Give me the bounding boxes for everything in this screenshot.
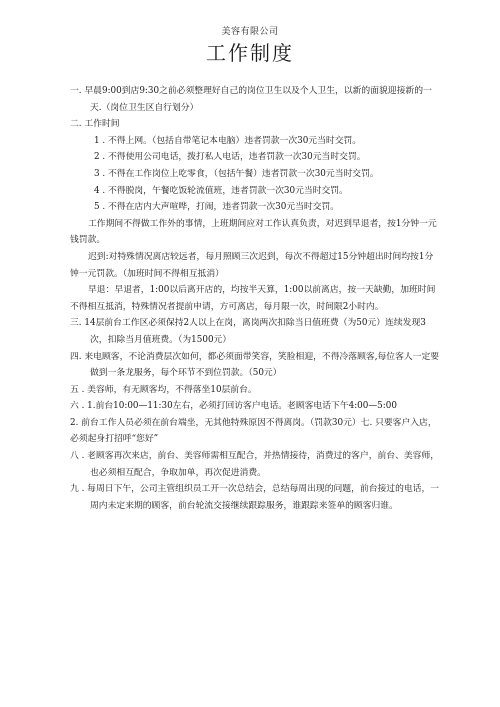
section-6-line-2: 2. 前台工作人员必须在前台端坐，无其他特殊原因不得离岗。（罚款30元）七. 只要客户入店，必须起身打招呼“您好”: [70, 417, 437, 445]
late-arrival-paragraph: 迟到:对特殊情况离店较远者，每月照顾三次迟到，每次不得超过15分钟超出时间均按1分钟一元罚款。（加班时间不得相互抵消）: [70, 251, 434, 279]
rule-4: 4 . 不得脱岗，午餐吃饭轮流值班，违者罚款一次30元当时交罚。: [94, 185, 348, 196]
document-body: [70, 83, 442, 514]
rule-1: 1 . 不得上网。（包括自带笔记本电脑）违者罚款一次30元当时交罚。: [94, 135, 362, 146]
rule-3: 3 . 不得在工作岗位上吃零食，（包括午餐）违者罚款一次30元当时交罚。: [94, 168, 379, 179]
section-3: 三. 14层前台工作区必须保持2人以上在岗，离岗两次扣除当日值班费（为50元）连续发现3次，扣除当月值班费。（为1500元）: [70, 318, 426, 345]
section-5: 五 . 美容师，有无顾客均，不得落坐10层前台。: [70, 384, 257, 395]
rule-2: 2 . 不得使用公司电话，拨打私人电话，违者罚款一次30元当时交罚。: [94, 152, 366, 163]
section-1: 一. 早晨9:00到店9:30之前必须整理好自己的岗位卫生以及个人卫生，以新的面貌迎接新的一天.（岗位卫生区自行划分）: [70, 86, 432, 113]
rule-5: 5 . 不得在店内大声喧哗，打闹，违者罚款一次30元当时交罚。: [94, 202, 340, 213]
work-period-paragraph: 工作期间不得做工作外的事情，上班期间应对工作认真负责，对迟到早退者，按1分钟一元钱罚款。: [70, 218, 437, 246]
section-4: 四. 来电顾客，不论消费层次如何，都必须面带笑容，笑脸相迎，不得冷落顾客,每位客人一定要做到一条龙服务，每个环节不到位罚款。（50元）: [70, 351, 440, 379]
early-leave-paragraph: 早退：早退者，1:00以后离开店的，均按半天算，1:00以前离店，按一天缺勤，加班时间不得相互抵消，特殊情况者提前申请，方可离店，每月限一次，时间限2小时内。: [70, 285, 436, 312]
section-6-line-1: 六 . 1.前台10:00—11:30左右，必须打回访客户电话。老顾客电话下午4:00—5:00: [70, 401, 397, 412]
document-title: 工作制度: [206, 41, 294, 65]
company-name: 美容有限公司: [221, 27, 279, 37]
section-8: 八 . 老顾客再次来店，前台、美容师需相互配合，并热情接待，消费过的客户，前台、美容师，也必须相互配合，争取加单，再次促进消费。: [70, 451, 440, 478]
section-2-heading: 二. 工作时间: [70, 119, 120, 130]
section-9: 九 . 每周日下午，公司主管组织员工开一次总结会，总结每周出现的问题，前台接过的电话，一周内未定来期的顾客，前台轮流交接继续跟踪服务，谁跟踪来签单的顾客归谁。: [70, 484, 440, 511]
